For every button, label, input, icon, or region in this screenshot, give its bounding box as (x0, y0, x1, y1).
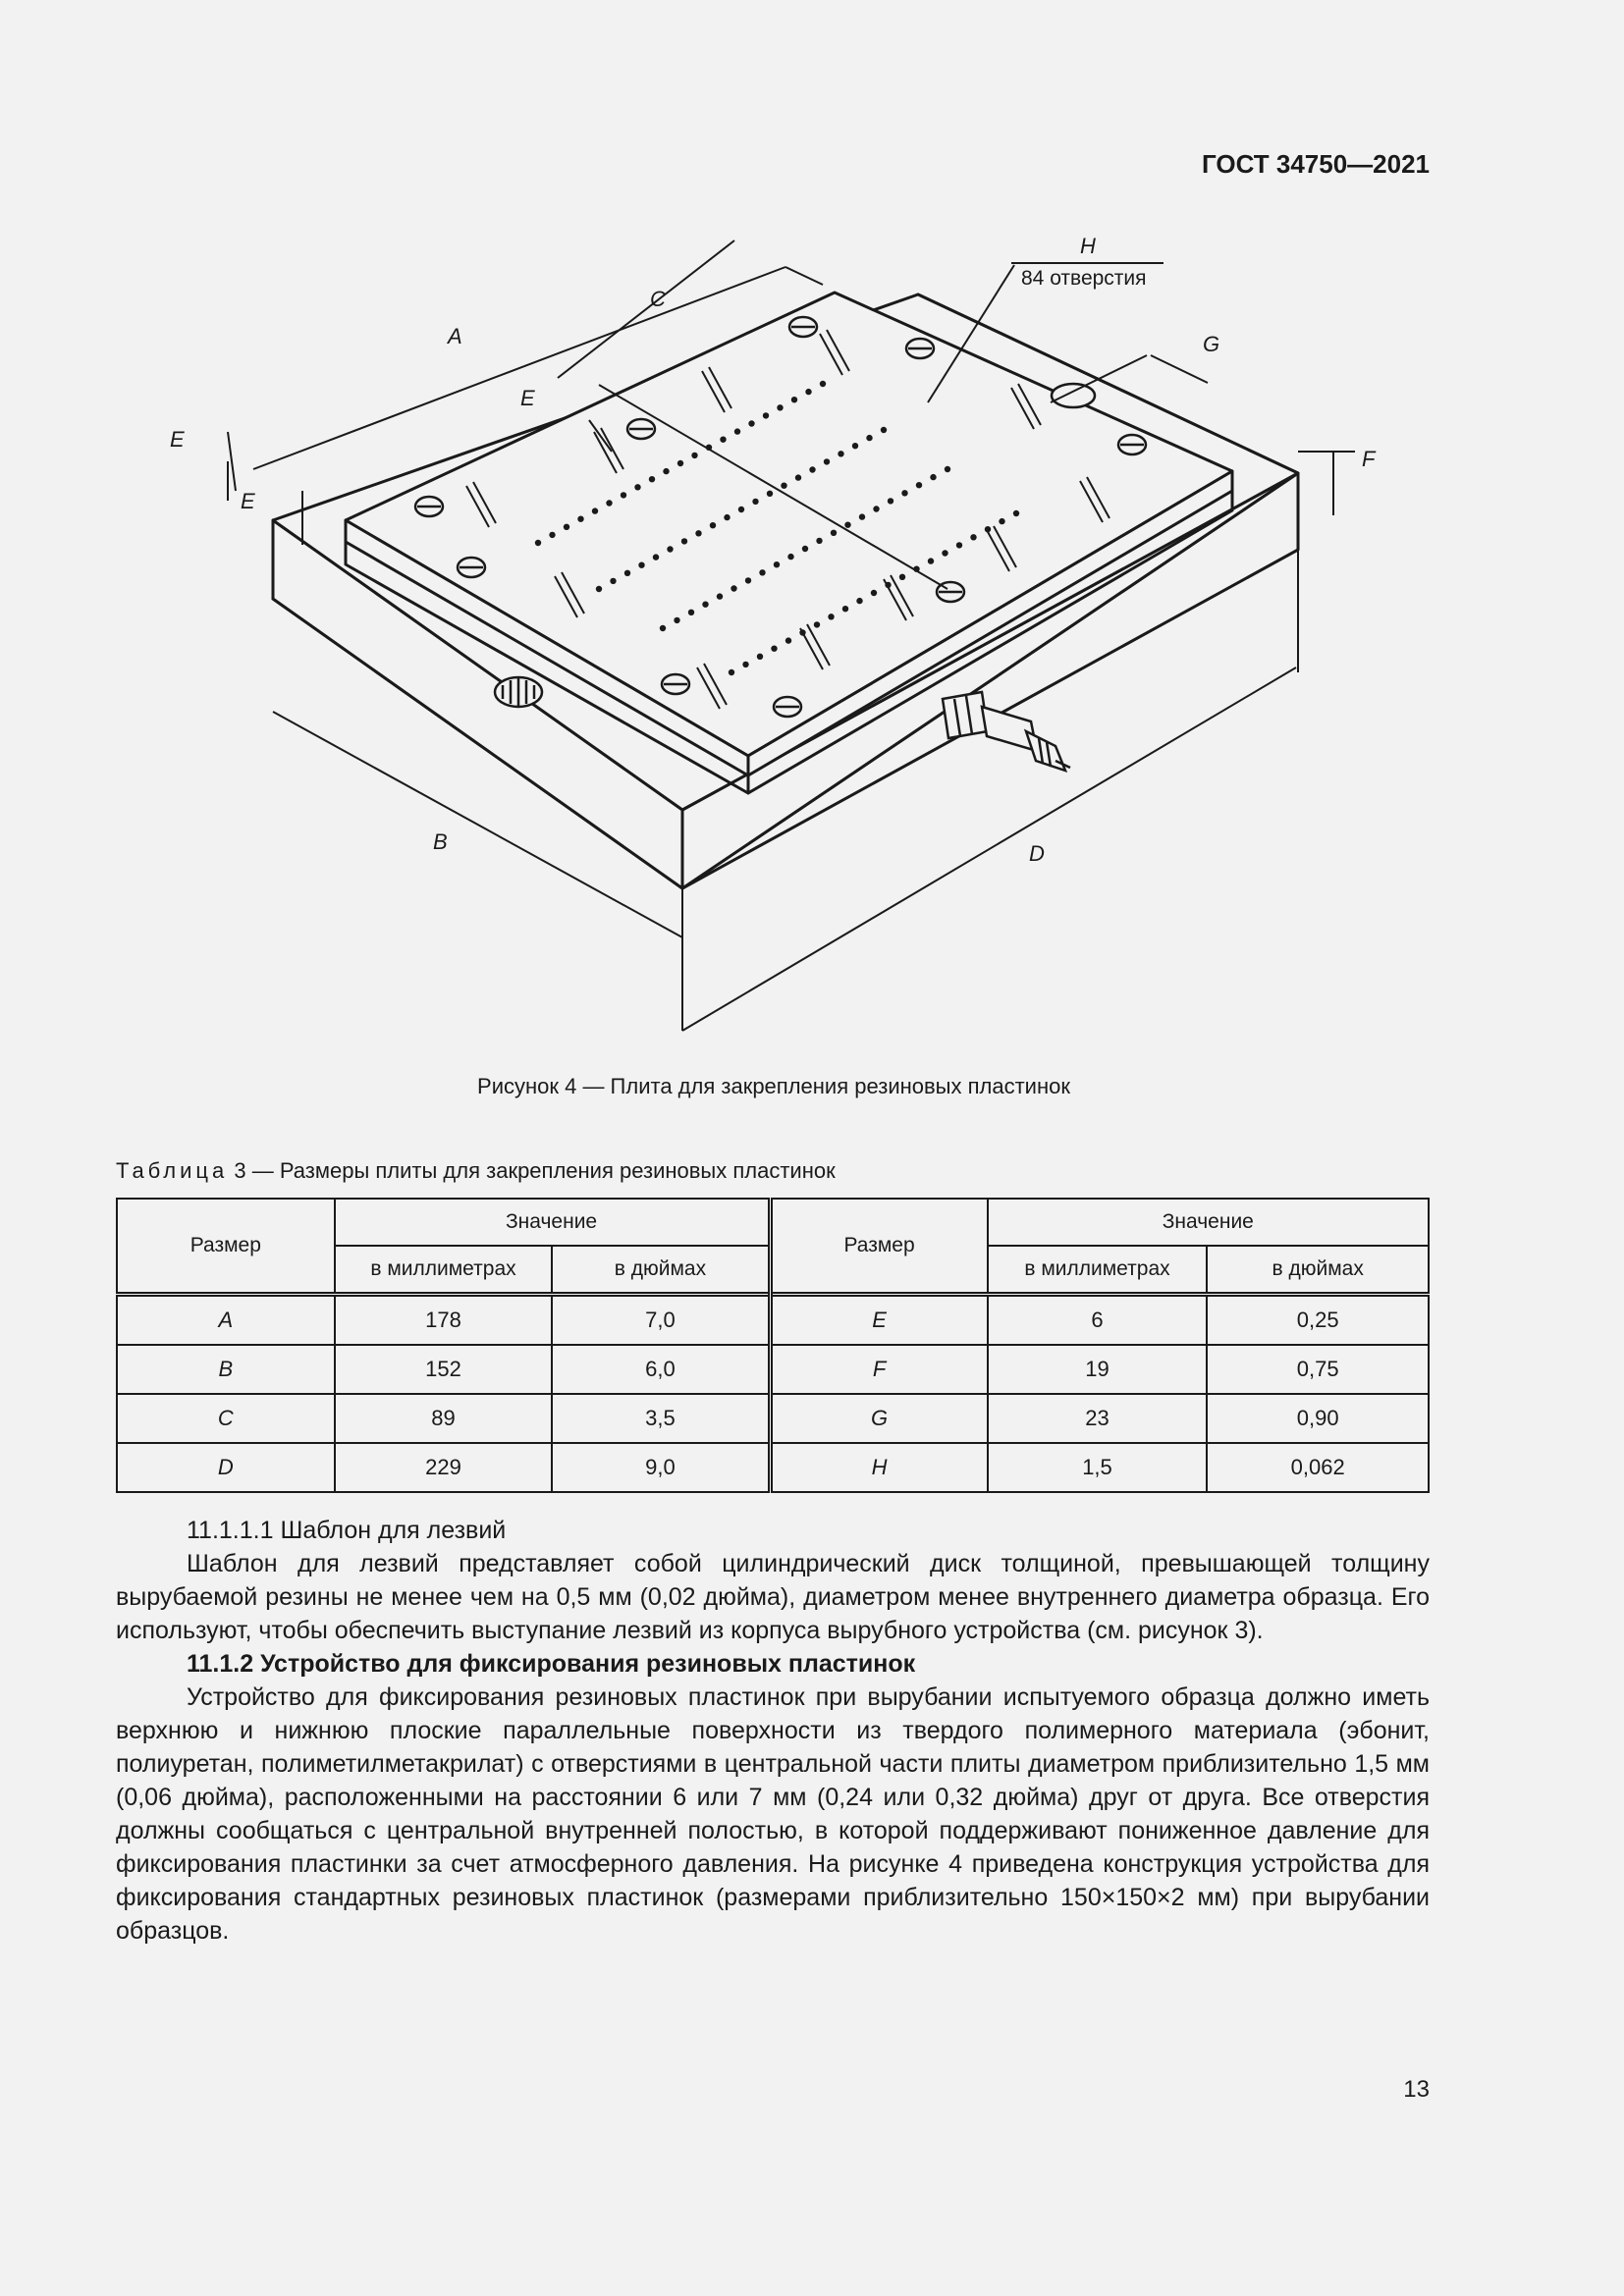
cell-inch: 3,5 (552, 1394, 770, 1443)
vacuum-hole (844, 522, 850, 528)
section-title-template: 11.1.1.1 Шаблон для лезвий (187, 1517, 507, 1544)
vacuum-hole (606, 500, 612, 506)
vacuum-hole (731, 585, 736, 591)
vacuum-hole (771, 646, 777, 652)
label-A: A (448, 324, 462, 348)
cell-inch: 0,75 (1207, 1345, 1429, 1394)
vacuum-hole (856, 598, 862, 604)
table-row (117, 1345, 1429, 1394)
header-inch-2: в дюймах (1207, 1246, 1429, 1295)
vacuum-hole (653, 554, 659, 560)
vacuum-hole (888, 498, 893, 504)
cell-inch: 7,0 (552, 1295, 770, 1346)
label-D: D (1029, 841, 1045, 866)
vacuum-hole (791, 397, 797, 402)
vacuum-hole (752, 499, 758, 505)
table-title-prefix: Таблица (116, 1158, 229, 1183)
vacuum-hole (859, 513, 865, 519)
vacuum-hole (660, 625, 666, 631)
vacuum-hole (763, 412, 769, 418)
label-H: H (1080, 234, 1096, 258)
figure-caption: Рисунок 4 — Плита для закрепления резиновых пластинок (477, 1074, 1070, 1098)
vacuum-hole (787, 554, 793, 560)
label-E-lower: E (241, 489, 255, 513)
vacuum-hole (649, 476, 655, 482)
label-E-inner: E (520, 386, 535, 410)
vacuum-hole (767, 491, 773, 497)
vacuum-hole (820, 381, 826, 387)
table-title (116, 1158, 836, 1184)
table-row (117, 1394, 1429, 1443)
cell-inch: 9,0 (552, 1443, 770, 1492)
vacuum-hole (748, 420, 754, 426)
vacuum-hole (717, 593, 723, 599)
dimensions-table (116, 1198, 1430, 1493)
vacuum-hole (674, 617, 679, 623)
vacuum-hole (956, 542, 962, 548)
vacuum-hole (774, 561, 780, 567)
vacuum-hole (742, 662, 748, 667)
standard-number: ГОСТ 34750—2021 (1202, 149, 1430, 179)
vacuum-hole (634, 484, 640, 490)
vacuum-hole (805, 389, 811, 395)
vacuum-hole (945, 466, 950, 472)
vacuum-hole (824, 458, 830, 464)
header-size: Размер (117, 1199, 335, 1295)
cell-inch: 0,062 (1207, 1443, 1429, 1492)
header-value: Значение (335, 1199, 770, 1246)
cell-dim: G (770, 1394, 988, 1443)
section-title-fixing-device: 11.1.2 Устройство для фиксирования резиновых пластинок (187, 1650, 916, 1678)
label-F: F (1362, 447, 1376, 471)
vacuum-hole (816, 538, 822, 544)
label-B: B (433, 829, 448, 854)
vacuum-hole (677, 460, 683, 466)
vacuum-hole (881, 427, 887, 433)
header-value-2: Значение (988, 1199, 1429, 1246)
table-row (117, 1443, 1429, 1492)
vacuum-hole (596, 586, 602, 592)
table-title-text: 3 — Размеры плиты для закрепления резиновых пластинок (234, 1158, 836, 1183)
vacuum-hole (759, 569, 765, 575)
vacuum-hole (866, 435, 872, 441)
vacuum-hole (873, 506, 879, 511)
vacuum-hole (577, 516, 583, 522)
vacuum-hole (942, 550, 947, 556)
body-text (116, 1514, 1430, 1948)
vacuum-hole (757, 654, 763, 660)
vacuum-fitting (943, 692, 1070, 771)
header-inch: в дюймах (552, 1246, 770, 1295)
vacuum-hole (795, 474, 801, 480)
cell-dim: D (117, 1443, 335, 1492)
vacuum-hole (842, 606, 848, 612)
vacuum-hole (930, 474, 936, 480)
vacuum-hole (828, 614, 834, 619)
vacuum-hole (734, 428, 740, 434)
header-mm-2: в миллиметрах (988, 1246, 1208, 1295)
vacuum-hole (695, 530, 701, 536)
vacuum-hole (535, 540, 541, 546)
cell-dim: C (117, 1394, 335, 1443)
vacuum-hole (1013, 510, 1019, 516)
vacuum-hole (592, 507, 598, 513)
cell-dim: H (770, 1443, 988, 1492)
vacuum-hole (729, 669, 734, 675)
vacuum-hole (777, 404, 783, 410)
cell-dim: E (770, 1295, 988, 1346)
cell-mm: 23 (988, 1394, 1208, 1443)
vacuum-hole (691, 453, 697, 458)
vacuum-hole (738, 507, 744, 512)
vacuum-hole (785, 637, 791, 643)
vacuum-hole (638, 562, 644, 568)
vacuum-hole (871, 590, 877, 596)
vacuum-hole (710, 522, 716, 528)
table-row (117, 1295, 1429, 1346)
cell-dim: B (117, 1345, 335, 1394)
vacuum-hole (702, 602, 708, 608)
paragraph-fixing-device: Устройство для фиксирования резиновых пластинок при вырубании испытуемого образца должно иметь верхнюю и нижнюю плоские параллельные поверхности из твердого полимерного материала (эбонит, полиуретан, полиметилметакрилат) с отверстиями в центральной части плиты диаметром приблизительно 1,5 мм (0,06 дюйма), расположенными на расстоянии 6 или 7 мм (0,24 или 0,32 дюйма) друг от друга. Все отверстия должны сообщаться с центральной внутренней полостью, в которой поддерживают пониженное давление для фиксирования пластинки за счет атмосферного давления. На рисунке 4 приведена конструкция устройства для фиксирования стандартных резиновых пластинок (размерами приблизительно 150×150×2 мм) при вырубании образцов. (116, 1683, 1430, 1945)
vacuum-hole (564, 524, 569, 530)
vacuum-hole (745, 577, 751, 583)
vacuum-hole (970, 534, 976, 540)
vacuum-hole (852, 443, 858, 449)
page-number: 13 (1403, 2076, 1430, 2103)
vacuum-hole (667, 546, 673, 552)
paragraph-template: Шаблон для лезвий представляет собой цилиндрический диск толщиной, превышающей толщину вырубаемой резины не менее чем на 0,5 мм (0,02 дюйма), диаметром менее внутреннего диаметра образца. Его используют, чтобы обеспечить выступание лезвий из корпуса вырубного устройства (см. рисунок 3). (116, 1550, 1430, 1644)
header-mm: в миллиметрах (335, 1246, 553, 1295)
cell-mm: 19 (988, 1345, 1208, 1394)
plate-drawing-svg (157, 226, 1434, 1041)
vacuum-hole (688, 610, 694, 615)
vacuum-hole (610, 578, 616, 584)
cell-dim: F (770, 1345, 988, 1394)
cell-inch: 0,90 (1207, 1394, 1429, 1443)
cell-mm: 178 (335, 1295, 553, 1346)
vacuum-hole (663, 468, 669, 474)
vacuum-hole (621, 492, 626, 498)
holes-count-note: 84 отверстия (1021, 267, 1147, 290)
vacuum-hole (916, 482, 922, 488)
vacuum-hole (720, 437, 726, 443)
vacuum-hole (899, 574, 905, 580)
vacuum-hole (901, 490, 907, 496)
vacuum-hole (724, 514, 730, 520)
cell-inch: 0,25 (1207, 1295, 1429, 1346)
label-C: C (650, 287, 666, 311)
vacuum-hole (802, 546, 808, 552)
vacuum-hole (928, 558, 934, 563)
vacuum-hole (831, 530, 837, 536)
label-E-outer: E (170, 427, 185, 452)
vacuum-hole (681, 538, 687, 544)
cell-mm: 89 (335, 1394, 553, 1443)
vacuum-hole (549, 532, 555, 538)
header-size-2: Размер (770, 1199, 988, 1295)
cell-dim: A (117, 1295, 335, 1346)
vacuum-hole (624, 570, 630, 576)
vacuum-hole (809, 466, 815, 472)
cell-mm: 152 (335, 1345, 553, 1394)
label-G: G (1203, 332, 1220, 356)
cell-inch: 6,0 (552, 1345, 770, 1394)
cell-mm: 229 (335, 1443, 553, 1492)
cell-mm: 6 (988, 1295, 1208, 1346)
vacuum-hole (814, 621, 820, 627)
vacuum-hole (781, 483, 786, 489)
vacuum-hole (999, 518, 1004, 524)
vacuum-hole (838, 451, 843, 456)
cell-mm: 1,5 (988, 1443, 1208, 1492)
plate-drawing (157, 226, 1434, 1041)
